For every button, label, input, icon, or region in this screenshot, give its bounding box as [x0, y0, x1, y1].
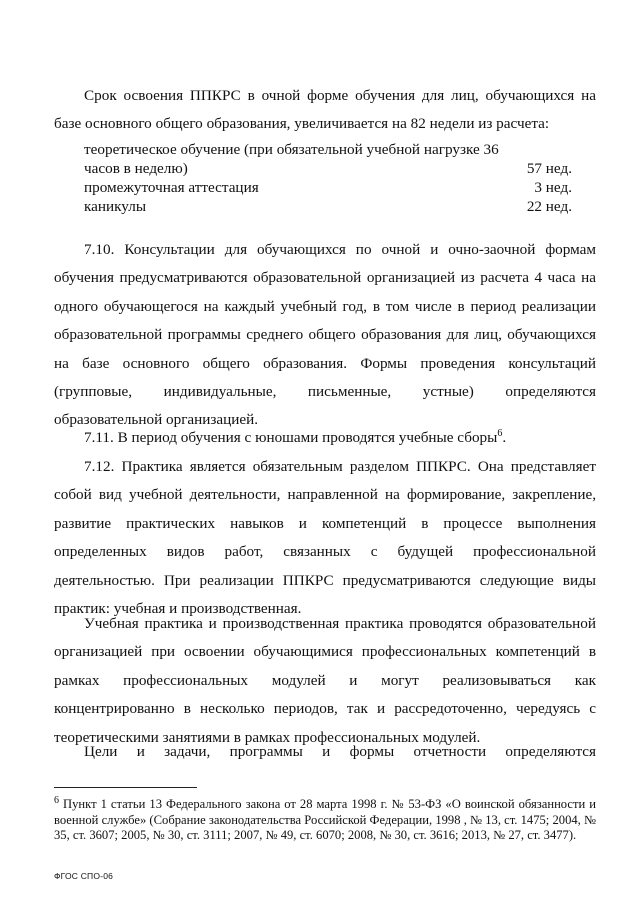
schedule-label: каникулы — [84, 198, 147, 215]
footnote-marker: 6 — [54, 794, 59, 806]
paragraph-7-11-end: . — [502, 429, 507, 446]
schedule-label: теоретическое обучение (при обязательной учебной нагрузке 36 часов в неделю) — [84, 141, 499, 177]
footnote-reference: 6 — [497, 427, 503, 439]
footnote-divider — [54, 787, 197, 788]
page-footer: ФГОС СПО-06 — [54, 871, 114, 881]
paragraph-7-12: 7.12. Практика является обязательным разделом ППКРС. Она представляет собой вид учебной деятельности, направленной на формирование, закрепление, развитие практических навыков и компетенций в процессе выполнения определенных видов работ, связанных с будущей профессиональной деятельностью. При реализации ППКРС предусматриваются следующие виды практик: учебная и производственная. — [54, 458, 596, 618]
schedule-value: 22 нед. — [526, 198, 572, 215]
footnote — [54, 794, 596, 844]
schedule-value: 57 нед. — [526, 160, 572, 177]
paragraph-7-11 — [54, 424, 596, 452]
paragraph-goals: Цели и задачи, программы и формы отчетности определяются — [84, 743, 596, 760]
footnote-text: Пункт 1 статьи 13 Федерального закона от 28 марта 1998 г. № 53-ФЗ «О воинской обязанности и военной службе» (Собрание законодательства Российской Федерации, 1998 , № 13, ст. 1475; 2004, № 35, ст. 3607; 2005, № 30, ст. 3111; 2007, № 49, ст. 6070; 2008, № 30, ст. 3616; 2013, № 27, ст. 3477). — [54, 797, 596, 843]
schedule-list — [84, 140, 572, 216]
intro-paragraph: Срок освоения ППКРС в очной форме обучения для лиц, обучающихся на базе основного общего образования, увеличивается на 82 недели из расчета: — [54, 87, 596, 133]
schedule-value: 3 нед. — [534, 179, 572, 196]
paragraph-7-11-text: 7.11. В период обучения с юношами проводятся учебные сборы — [84, 429, 498, 446]
schedule-row-attestation — [84, 178, 572, 197]
paragraph-practice: Учебная практика и производственная практика проводятся образовательной организацией при освоении обучающимися профессиональных компетенций в рамках профессиональных модулей и могут реализовываться как концентрированно в несколько периодов, так и рассредоточенно, чередуясь с теоретическими занятиями в рамках профессиональных модулей. — [54, 615, 596, 746]
paragraph-7-10: 7.10. Консультации для обучающихся по очной и очно-заочной формам обучения предусматриваются образовательной организацией из расчета 4 часа на одного обучающегося на каждый учебный год, в том числе в период реализации образовательной программы среднего общего образования для лиц, обучающихся на базе основного общего образования. Формы проведения консультаций (групповые, индивидуальные, письменные, устные) определяются образовательной организацией. — [54, 241, 596, 429]
schedule-row-theory — [84, 140, 572, 178]
schedule-row-holidays — [84, 197, 572, 216]
schedule-label: промежуточная аттестация — [84, 179, 259, 196]
